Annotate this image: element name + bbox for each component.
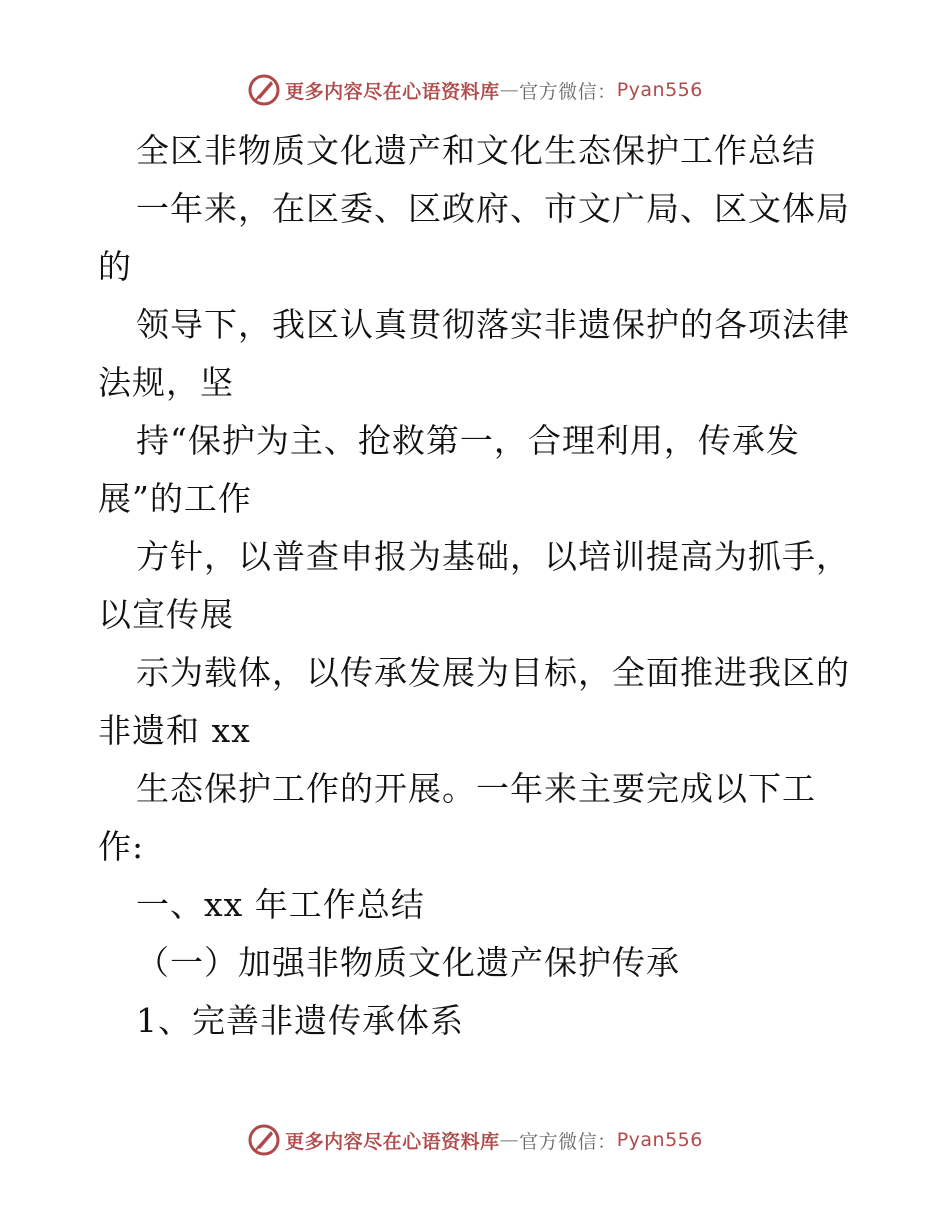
document-line: 领导下，我区认真贯彻落实非遗保护的各项法律 — [136, 305, 850, 344]
document-line: 非遗和 xx — [98, 711, 251, 750]
header-watermark — [0, 70, 950, 110]
document-body — [98, 122, 858, 1050]
banner-brand: 更多内容尽在心语资料库 — [285, 80, 500, 103]
document-line: 生态保护工作的开展。一年来主要完成以下工 — [136, 769, 816, 808]
item-heading: 1、完善非遗传承体系 — [136, 1001, 464, 1040]
banner-wechat-id: Pyan556 — [616, 79, 703, 101]
banner-separator: — — [499, 1129, 520, 1151]
document-line: 展”的工作 — [98, 479, 252, 518]
document-line: 的 — [98, 247, 132, 286]
quill-logo-icon — [247, 1123, 281, 1157]
document-line: 示为载体，以传承发展为目标，全面推进我区的 — [136, 653, 850, 692]
quill-logo-icon — [247, 73, 281, 107]
banner-wechat-id: Pyan556 — [616, 1129, 703, 1151]
document-line: 方针，以普查申报为基础，以培训提高为抓手， — [136, 537, 850, 576]
document-line: 以宣传展 — [98, 595, 234, 634]
banner-brand: 更多内容尽在心语资料库 — [285, 1130, 500, 1153]
document-line: 法规，坚 — [98, 363, 234, 402]
footer-watermark — [0, 1120, 950, 1160]
document-line: 一年来，在区委、区政府、市文广局、区文体局 — [136, 189, 850, 228]
banner-official-label: 官方微信： — [519, 1130, 617, 1153]
document-line: 持“保护为主、抢救第一，合理利用，传承发 — [136, 421, 800, 460]
section-heading: 一、xx 年工作总结 — [136, 885, 425, 924]
banner-separator: — — [499, 79, 520, 101]
subsection-heading: （一）加强非物质文化遗产保护传承 — [136, 943, 680, 982]
document-line: 作: — [98, 827, 145, 866]
banner-official-label: 官方微信： — [519, 80, 617, 103]
document-line: 全区非物质文化遗产和文化生态保护工作总结 — [136, 131, 816, 170]
